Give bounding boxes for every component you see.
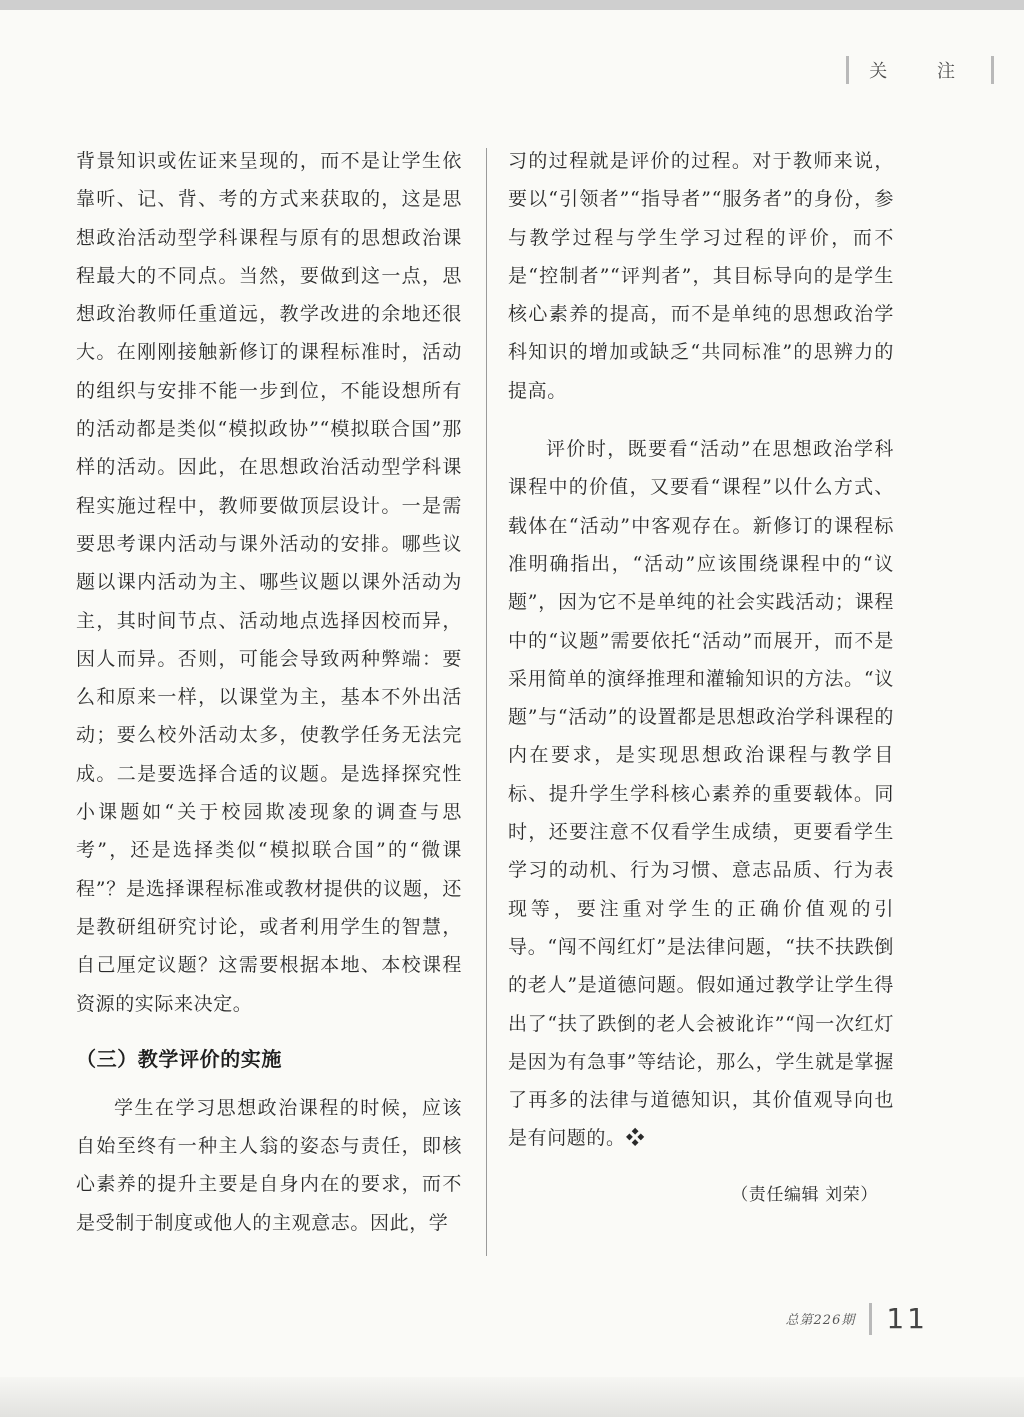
right-column	[508, 142, 894, 1214]
column-divider	[486, 148, 487, 1256]
scan-bottom-edge	[0, 1377, 1024, 1417]
left-paragraph-2: 学生在学习思想政治课程的时候，应该自始至终有一种主人翁的姿态与责任，即核心素养的提升主要是自身内在的要求，而不是受制于制度或他人的主观意志。因此，学	[76, 1096, 462, 1234]
right-paragraph-2: 评价时，既要看“活动”在思想政治学科课程中的价值，又要看“课程”以什么方式、载体在“活动”中客观存在。新修订的课程标准明确指出，“活动”应该围绕课程中的“议题”，因为它不是单纯的社会实践活动；课程中的“议题”需要依托“活动”而展开，而不是采用简单的演绎推理和灌输知识的方法。“议题”与“活动”的设置都是思想政治学科课程的内在要求，是实现思想政治课程与教学目标、提升学生学科核心素养的重要载体。同时，还要注意不仅看学生成绩，更要看学生学习的动机、行为习惯、意志品质、行为表现等，要注重对学生的正确价值观的引导。“闯不闯红灯”是法律问题，“扶不扶跌倒的老人”是道德问题。假如通过教学让学生得出了“扶了跌倒的老人会被讹诈”“闯一次红灯是因为有急事”等结论，那么，学生就是掌握了再多的法律与道德知识，其价值观导向也是有问题的。❖	[508, 438, 894, 1150]
header-left-bar	[846, 56, 849, 84]
section-label: 关 注	[869, 61, 977, 82]
issue-label: 总第226期	[785, 1313, 856, 1328]
scan-top-edge	[0, 0, 1024, 10]
page-number: 11	[886, 1302, 928, 1335]
left-paragraph-1: 背景知识或佐证来呈现的，而不是让学生依靠听、记、背、考的方式来获取的，这是思想政治活动型学科课程与原有的思想政治课程最大的不同点。当然，要做到这一点，思想政治教师任重道远，教学改进的余地还很大。在刚刚接触新修订的课程标准时，活动的组织与安排不能一步到位，不能设想所有的活动都是类似“模拟政协”“模拟联合国”那样的活动。因此，在思想政治活动型学科课程实施过程中，教师要做顶层设计。一是需要思考课内活动与课外活动的安排。哪些议题以课内活动为主、哪些议题以课外活动为主，其时间节点、活动地点选择因校而异，因人而异。否则，可能会导致两种弊端：要么和原来一样，以课堂为主，基本不外出活动；要么校外活动太多，使教学任务无法完成。二是要选择合适的议题。是选择探究性小课题如“关于校园欺凌现象的调查与思考”，还是选择类似“模拟联合国”的“微课程”？是选择课程标准或教材提供的议题，还是教研组研究讨论，或者利用学生的智慧，自己厘定议题？这需要根据本地、本校课程资源的实际来决定。	[76, 150, 462, 1015]
page-footer	[786, 1302, 928, 1335]
running-header	[846, 56, 994, 84]
editor-note: （责任编辑 刘荣）	[731, 1184, 878, 1205]
footer-bar	[869, 1303, 872, 1335]
section-heading: （三）教学评价的实施	[76, 1046, 282, 1071]
right-paragraph-1: 习的过程就是评价的过程。对于教师来说，要以“引领者”“指导者”“服务者”的身份，参与教学过程与学生学习过程的评价，而不是“控制者”“评判者”，其目标导向的是学生核心素养的提高，而不是单纯的思想政治学科知识的增加或缺乏“共同标准”的思辨力的提高。	[508, 150, 894, 402]
left-column	[76, 142, 462, 1242]
header-right-bar	[991, 56, 994, 84]
